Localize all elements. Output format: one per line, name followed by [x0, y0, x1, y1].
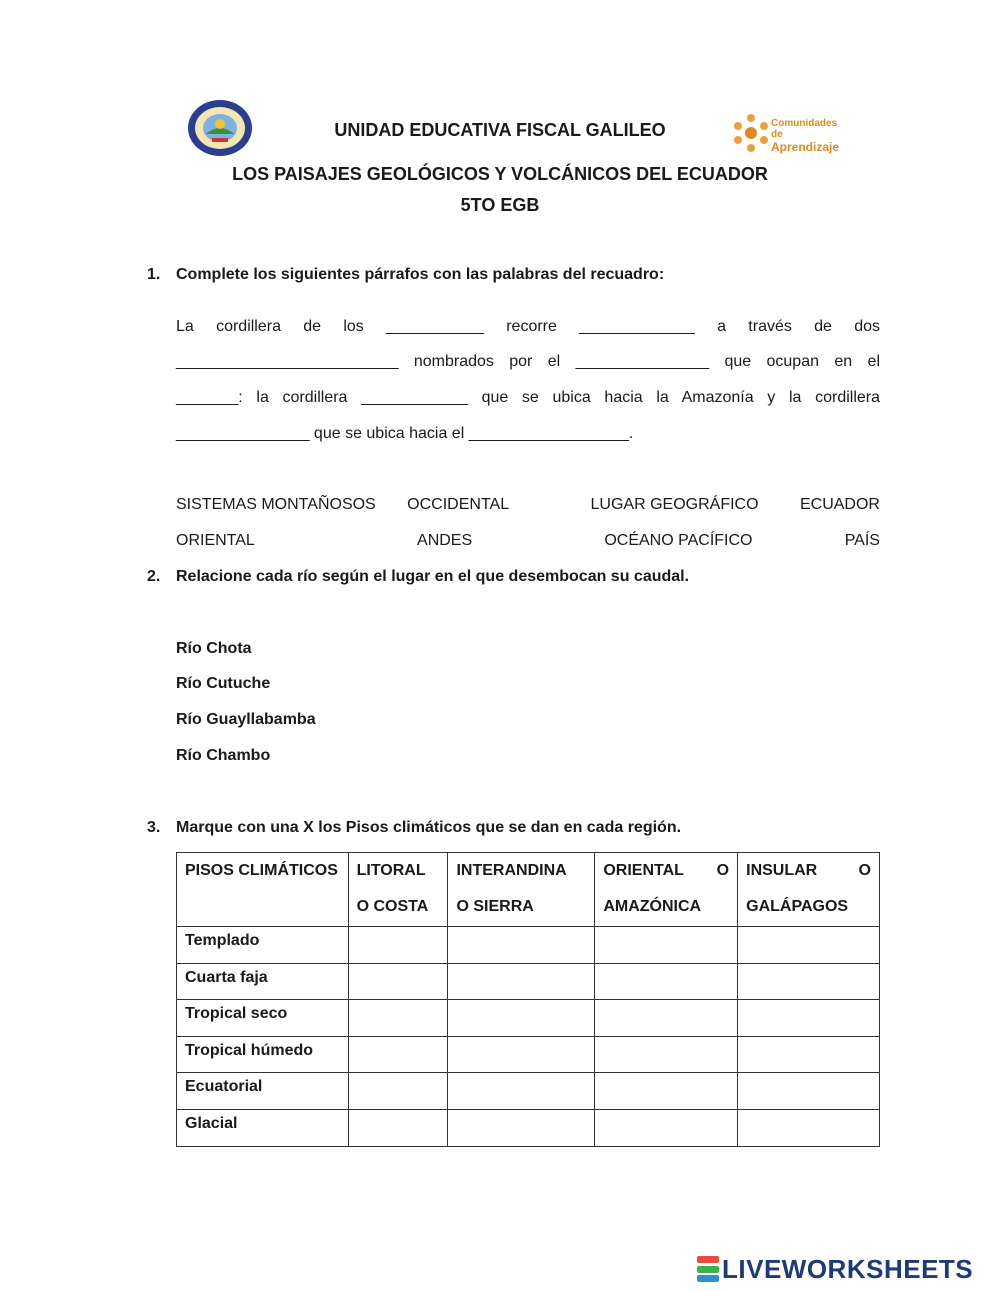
word-bank-item: ECUADOR: [799, 496, 880, 513]
answer-cell[interactable]: [738, 927, 880, 964]
table-row: [177, 1000, 880, 1037]
grade-label: 5TO EGB: [460, 195, 540, 215]
question-2-number: 2.: [147, 568, 161, 585]
question-3-prompt: Marque con una X los Pisos climáticos que se dan en cada región.: [176, 819, 682, 836]
table-row: [177, 1109, 880, 1146]
answer-cell[interactable]: [448, 1073, 595, 1110]
river-item[interactable]: Río Chambo: [176, 747, 271, 764]
worksheet-title: LOS PAISAJES GEOLÓGICOS Y VOLCÁNICOS DEL ECUADOR: [232, 164, 768, 184]
table-header-row: [177, 853, 880, 927]
word-bank-item: OCÉANO PACÍFICO: [604, 532, 753, 549]
word-bank-item: OCCIDENTAL: [407, 496, 510, 513]
question-3-number: 3.: [147, 819, 161, 836]
answer-cell[interactable]: [595, 1000, 738, 1037]
answer-cell[interactable]: [738, 1036, 880, 1073]
liveworksheets-logo-icon: [697, 1256, 719, 1282]
answer-cell[interactable]: [448, 1109, 595, 1146]
climate-table: [176, 852, 880, 1147]
table-row: [177, 1073, 880, 1110]
paragraph-line-2: _________________________ nombrados por el _______________ que ocupan en el: [176, 353, 880, 370]
answer-cell[interactable]: [348, 1036, 448, 1073]
brand-text: LIVEWORKSHEETS: [722, 1253, 974, 1284]
answer-cell[interactable]: [595, 927, 738, 964]
header-pisos-climaticos: PISOS CLIMÁTICOS: [177, 853, 349, 927]
row-label: Ecuatorial: [177, 1073, 349, 1110]
river-item[interactable]: Río Chota: [176, 640, 252, 657]
row-label: Cuarta faja: [177, 963, 349, 1000]
answer-cell[interactable]: [448, 1000, 595, 1037]
answer-cell[interactable]: [738, 1109, 880, 1146]
answer-cell[interactable]: [348, 963, 448, 1000]
paragraph-line-4: _______________ que se ubica hacia el __________________.: [176, 425, 634, 442]
paragraph-line-1: La cordillera de los ___________ recorre _____________ a través de dos: [176, 318, 880, 335]
table-row: [177, 927, 880, 964]
question-1-number: 1.: [147, 266, 161, 283]
row-label: Tropical seco: [177, 1000, 349, 1037]
river-item[interactable]: Río Cutuche: [176, 675, 271, 692]
word-bank-item: PAÍS: [844, 532, 880, 549]
header-litoral: LITORAL O COSTA: [348, 853, 448, 927]
answer-cell[interactable]: [738, 1073, 880, 1110]
answer-cell[interactable]: [595, 963, 738, 1000]
answer-cell[interactable]: [448, 927, 595, 964]
logo-text-line1: Comunidades de: [771, 118, 838, 140]
table-row: [177, 1036, 880, 1073]
school-name: UNIDAD EDUCATIVA FISCAL GALILEO: [334, 120, 666, 140]
word-bank-item: ANDES: [417, 532, 473, 549]
header-oriental: ORIENTAL O AMAZÓNICA: [595, 853, 738, 927]
row-label: Tropical húmedo: [177, 1036, 349, 1073]
answer-cell[interactable]: [448, 1036, 595, 1073]
logo-text-line2: Aprendizaje: [771, 140, 840, 154]
answer-cell[interactable]: [738, 1000, 880, 1037]
row-label: Templado: [177, 927, 349, 964]
header-insular: INSULAR O GALÁPAGOS: [738, 853, 880, 927]
answer-cell[interactable]: [595, 1036, 738, 1073]
answer-cell[interactable]: [348, 1000, 448, 1037]
paragraph-line-3: _______: la cordillera ____________ que se ubica hacia la Amazonía y la cordillera: [176, 389, 880, 406]
question-1-prompt: Complete los siguientes párrafos con las palabras del recuadro:: [176, 266, 665, 283]
liveworksheets-brand: [697, 1254, 973, 1284]
word-bank-row-1: [176, 496, 880, 514]
word-bank-item: ORIENTAL: [176, 532, 255, 549]
word-bank-item: SISTEMAS MONTAÑOSOS: [176, 496, 376, 513]
answer-cell[interactable]: [348, 1073, 448, 1110]
question-2-prompt: Relacione cada río según el lugar en el que desembocan su caudal.: [176, 568, 690, 585]
answer-cell[interactable]: [595, 1109, 738, 1146]
word-bank-item: LUGAR GEOGRÁFICO: [590, 496, 759, 513]
row-label: Glacial: [177, 1109, 349, 1146]
table-row: [177, 963, 880, 1000]
river-item[interactable]: Río Guayllabamba: [176, 711, 316, 728]
header-interandina: INTERANDINA O SIERRA: [448, 853, 595, 927]
answer-cell[interactable]: [738, 963, 880, 1000]
answer-cell[interactable]: [348, 1109, 448, 1146]
answer-cell[interactable]: [448, 963, 595, 1000]
word-bank-row-2: [176, 532, 880, 550]
answer-cell[interactable]: [348, 927, 448, 964]
answer-cell[interactable]: [595, 1073, 738, 1110]
